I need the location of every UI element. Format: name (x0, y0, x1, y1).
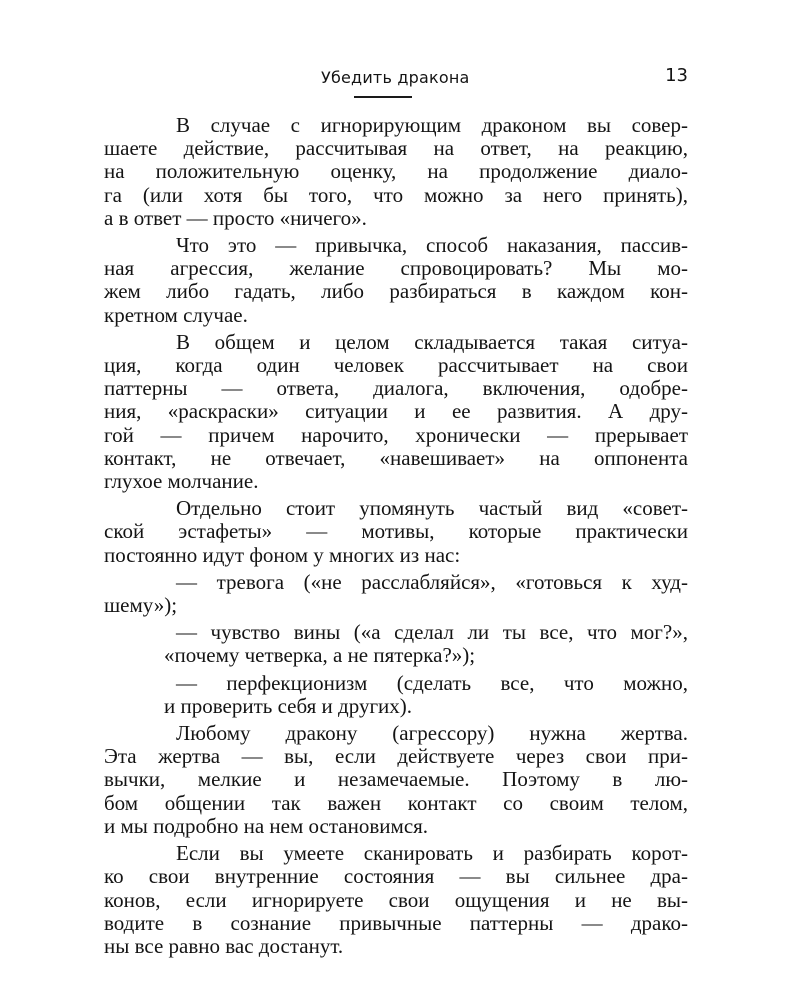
list-item (104, 672, 688, 718)
text-line: га (или хотя бы того, что можно за него принять), (104, 182, 688, 207)
text-line: на положительную оценку, на продолжение диало- (104, 159, 688, 184)
text-line: Что это — привычка, способ наказания, пассив- (176, 233, 688, 258)
paragraph (104, 331, 688, 493)
paragraph (104, 497, 688, 567)
text-line: вычки, мелкие и незамечаемые. Поэтому в лю- (104, 767, 688, 792)
text-line: «почему четверка, а не пятерка?»); (164, 643, 476, 668)
text-line: кретном случае. (104, 302, 248, 327)
text-line: — перфекционизм (сделать все, что можно, (176, 670, 688, 695)
text-line: ная агрессия, желание спровоцировать? Мы мо- (104, 256, 688, 281)
text-line: шаете действие, рассчитывая на ответ, на реакцию, (104, 136, 688, 161)
text-line: ция, когда один человек рассчитывает на свои (104, 353, 688, 378)
list-item (104, 621, 688, 667)
text-line: жем либо гадать, либо разбираться в каждом кон- (104, 279, 688, 304)
text-line: В общем и целом складывается такая ситуа- (176, 329, 688, 354)
text-line: и мы подробно на нем остановимся. (104, 813, 429, 838)
text-line: Отдельно стоит упомянуть частый вид «совет- (176, 496, 688, 521)
paragraph (104, 842, 688, 958)
paragraph (104, 114, 688, 230)
text-line: — чувство вины («а сделал ли ты все, что мог?», (176, 620, 688, 645)
text-line: водите в сознание привычные паттерны — драко- (104, 910, 688, 935)
text-line: глухое молчание. (104, 469, 259, 494)
text-line: ния, «раскраски» ситуации и ее развития. А дру- (104, 399, 688, 424)
text-line: конов, если игнорируете свои ощущения и не вы- (104, 887, 688, 912)
paragraph (104, 234, 688, 327)
text-line: Если вы умеете сканировать и разбирать корот- (176, 841, 688, 866)
paragraph (104, 722, 688, 838)
text-line: гой — причем нарочито, хронически — прерывает (104, 422, 688, 447)
text-line: бом общении так важен контакт со своим телом, (104, 790, 688, 815)
text-line: и проверить себя и других). (164, 693, 413, 718)
text-line: ко свои внутренние состояния — вы сильнее дра- (104, 864, 688, 889)
text-line: шему»); (104, 593, 178, 618)
text-line: Любому дракону (агрессору) нужна жертва. (176, 721, 688, 746)
body-text (104, 114, 688, 958)
chapter-title: Убедить дракона (321, 68, 470, 87)
text-line: В случае с игнорирующим драконом вы совер- (176, 113, 688, 137)
running-header (104, 62, 688, 100)
header-rule (354, 96, 412, 98)
page-number: 13 (665, 65, 688, 86)
list-item (104, 571, 688, 617)
text-line: — тревога («не расслабляйся», «готовься к худ- (176, 569, 688, 594)
text-line: паттерны — ответа, диалога, включения, одобре- (104, 376, 688, 401)
book-page (104, 62, 688, 958)
text-line: ны все равно вас достанут. (104, 933, 344, 958)
text-line: ской эстафеты» — мотивы, которые практически (104, 519, 688, 544)
text-line: а в ответ — просто «ничего». (104, 205, 367, 230)
text-line: контакт, не отвечает, «навешивает» на оппонента (104, 445, 688, 470)
text-line: постоянно идут фоном у многих из нас: (104, 542, 461, 567)
text-line: Эта жертва — вы, если действуете через свои при- (104, 744, 688, 769)
